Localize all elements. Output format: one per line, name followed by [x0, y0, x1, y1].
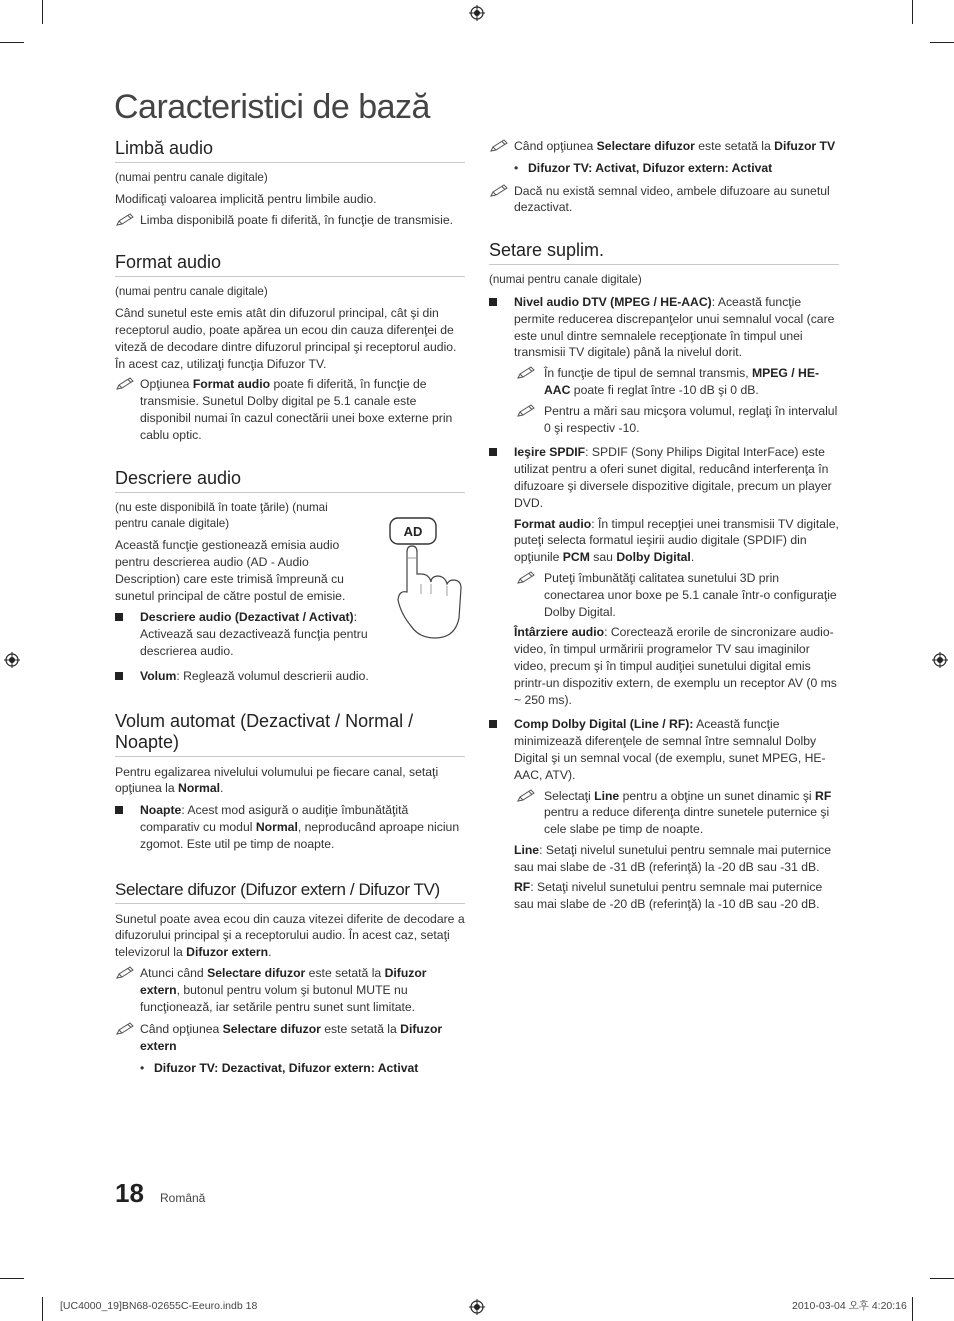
item-label: Descriere audio (Dezactivat / Activat): [140, 610, 354, 625]
detail-paragraph: [514, 624, 839, 708]
note-bold: Format audio: [192, 377, 271, 392]
detail-text: : În timpul recepţiei unei transmisii TV digitale, puteţi selecta formatul ieşirii audio digitale (SPDIF) din opţiunile: [514, 516, 839, 565]
pencil-note-icon: [115, 213, 137, 227]
crop-mark: [912, 0, 913, 24]
list-item: [115, 668, 465, 685]
body-text: [115, 911, 465, 961]
pencil-note-icon: [115, 966, 137, 980]
item-details: [489, 516, 839, 709]
note-text: Pentru a mări sau micşora volumul, reglaţi în intervalul 0 şi respectiv -10.: [544, 403, 838, 435]
body-text: Când sunetul este emis atât din difuzorul principal, cât şi din receptorul audio, poate apărea un ecou din cauza diferenţei de viteză de decodare dintre difuzorul principal şi receptorul audio. În acest caz, utilizaţi funcţia Difuzor TV.: [115, 306, 457, 371]
crop-mark: [912, 1297, 913, 1321]
body-text: Această funcţie gestionează emisia audio pentru descrierea audio (AD - Audio Description) care este trimisă împreună cu sunetul principal de către postul de emisie.: [115, 538, 346, 603]
section-setare-suplim: [489, 240, 839, 913]
detail-paragraph: [514, 842, 839, 876]
note-bold: RF: [815, 788, 832, 803]
list-item: [115, 609, 380, 659]
note-text: este setată la: [305, 965, 385, 980]
detail-text: .: [690, 550, 695, 565]
note-text: este setată la: [320, 1022, 401, 1037]
section-heading: Setare suplim.: [489, 240, 839, 265]
registration-mark-icon: [4, 652, 20, 668]
sub-notes: [489, 365, 839, 436]
bullet-text: Difuzor TV: Activat, Difuzor extern: Activat: [528, 160, 773, 175]
list-item: [489, 294, 839, 361]
footer-language: Română: [160, 1191, 206, 1205]
registration-mark-icon: [932, 652, 948, 668]
note-text: Dacă nu există semnal video, ambele difuzoare au sunetul dezactivat.: [514, 183, 830, 215]
detail-paragraph: [514, 879, 839, 913]
note-text: În funcţie de tipul de semnal transmis,: [544, 366, 752, 381]
section-selectare-difuzor: [115, 879, 465, 1077]
body-text: Modificaţi valoarea implicită pentru limbile audio.: [115, 191, 377, 206]
bullet-item: [514, 160, 839, 177]
note: [115, 376, 465, 443]
section-volum-automat: [115, 711, 465, 853]
crop-mark: [930, 42, 954, 43]
ad-remote-button-icon: [385, 514, 467, 642]
registration-mark-icon: [469, 5, 485, 21]
note-bold: Difuzor extern: [140, 1022, 443, 1054]
section-heading: Format audio: [115, 252, 465, 277]
bullet-item: [140, 1060, 465, 1077]
qualifier-text: (nu este disponibilă în toate ţările) (numai pentru canale digitale): [115, 500, 328, 531]
body-bold: Difuzor extern: [186, 945, 269, 960]
note: [489, 183, 839, 217]
body-text: [115, 764, 465, 798]
item-bold: Normal: [255, 819, 298, 834]
pencil-note-icon: [489, 139, 511, 153]
note-text: Selectaţi: [544, 788, 595, 803]
item-label: Nivel audio DTV (MPEG / HE-AAC): [514, 294, 712, 309]
square-bullet-icon: [489, 298, 497, 306]
detail-text: sau: [589, 550, 617, 565]
item-text: : Activează sau dezactivează funcţia pentru descrierea audio.: [140, 610, 368, 658]
section-limba-audio: [115, 138, 465, 228]
note-bold: Difuzor TV: [774, 139, 836, 153]
item-text: : Acest mod asigură o audiţie îmbunătăţită comparativ cu modul: [140, 803, 409, 834]
item-label: Comp Dolby Digital (Line / RF):: [514, 717, 694, 732]
detail-label: Întârziere audio: [514, 625, 605, 640]
detail-paragraph: [514, 516, 839, 566]
item-text: , neproducând aproape niciun zgomot. Este util pe timp de noapte.: [140, 819, 460, 851]
square-bullet-icon: [115, 613, 123, 621]
square-bullet-icon: [489, 720, 497, 728]
item-label: Noapte: [140, 803, 182, 818]
note-bold: Difuzor extern: [140, 965, 427, 997]
crop-mark: [42, 0, 43, 24]
page-title: Caracteristici de bază: [114, 88, 430, 126]
note-text: Când opţiunea: [514, 139, 597, 153]
section-descriere-audio: [115, 468, 465, 685]
print-slug-date: 2010-03-04 오후 4:20:16: [792, 1300, 907, 1312]
detail-bold: Dolby Digital: [616, 550, 691, 565]
left-column: [115, 138, 465, 1079]
section-heading: Descriere audio: [115, 468, 465, 493]
note-text: Când opţiunea: [140, 1022, 223, 1037]
detail-label: RF: [514, 880, 531, 895]
ad-button-label: AD: [403, 523, 423, 539]
pencil-note-icon: [115, 1022, 137, 1036]
note-bold: Selectare difuzor: [222, 1022, 321, 1037]
square-bullet-icon: [115, 806, 123, 814]
note: [115, 965, 465, 1015]
item-label: Volum: [140, 668, 177, 683]
note-text: poate fi diferită, în funcţie de transmisie. Sunetul Dolby digital pe 5.1 canale este disponibil numai în cazul conectării unei boxe externe prin cablu optic.: [140, 377, 453, 442]
note-text: poate fi reglat între -10 dB şi 0 dB.: [570, 382, 759, 397]
item-text: Această funcţie minimizează diferenţele de semnal între semnalul Dolby Digital şi un semnal vocal (de exemplu, sunet MPEG, HE-AAC, ATV).: [514, 717, 826, 782]
bullet-dot-icon: •: [140, 1060, 145, 1075]
note-bold: Selectare difuzor: [596, 139, 695, 153]
page-number: 18: [115, 1178, 144, 1208]
pencil-note-icon: [516, 571, 538, 585]
item-text: : Această funcţie permite reducerea discrepanţelor unui semnalul vocal (care este unul dintre semnalele recepţionate în timpul unei transmisii TV digitale) până la nivelul dorit.: [514, 294, 835, 360]
note-text: Atunci când: [140, 965, 208, 980]
section-heading: Selectare difuzor (Difuzor extern / Difuzor TV): [115, 879, 465, 904]
right-column: [489, 138, 839, 917]
note-text: pentru a reduce diferenţa dintre sunetele puternice şi cele slabe pe timp de noapte.: [544, 805, 830, 837]
qualifier-text: (numai pentru canale digitale): [489, 273, 642, 287]
note-bold: Selectare difuzor: [207, 965, 306, 980]
detail-text: : Corectează erorile de sincronizare audio-video, în timpul urmăririi programelor TV sau imaginilor video, precum şi în timpul audiţiei sunetului digital emis printr-un dispozitiv extern, de exemplu un receptor AV (0 ms ~ 250 ms).: [514, 625, 837, 707]
pencil-note-icon: [516, 366, 538, 380]
body-bold: Normal: [178, 781, 221, 796]
list-item: [115, 802, 465, 852]
section-selectare-difuzor-cont: [489, 138, 839, 216]
body-text-part: .: [220, 781, 224, 796]
item-text: : SPDIF (Sony Philips Digital InterFace) este utilizat pentru a oferi sunet digital, reducând interferenţa în difuzoare şi diversele dispozitive digitale, precum un player DVD.: [514, 445, 832, 510]
body-text-part: Pentru egalizarea nivelului volumului pe fiecare canal, setaţi opţiunea la: [115, 764, 439, 796]
note-text: Puteţi îmbunătăţi calitatea sunetului 3D prin conectarea unor boxe pe 5.1 canale într-o configuraţie Dolby Digital.: [544, 570, 837, 619]
square-bullet-icon: [489, 448, 497, 456]
item-text: : Reglează volumul descrierii audio.: [176, 668, 369, 683]
crop-mark: [42, 1297, 43, 1321]
note: [115, 1021, 465, 1055]
list-item: [489, 716, 839, 783]
note: [514, 788, 839, 838]
item-label: Ieşire SPDIF: [514, 445, 586, 460]
body-text-part: .: [268, 945, 272, 960]
note-text: Limba disponibilă poate fi diferită, în funcţie de transmisie.: [140, 212, 453, 227]
section-heading: Volum automat (Dezactivat / Normal / Noapte): [115, 711, 465, 757]
pencil-note-icon: [489, 184, 511, 198]
detail-bold: PCM: [562, 550, 590, 565]
section-heading: Limbă audio: [115, 138, 465, 163]
note-bold: MPEG / HE-AAC: [544, 366, 820, 397]
detail-text: : Setaţi nivelul sunetului pentru semnale mai puternice sau mai slabe de -20 dB (referinţă) la -10 dB sau -20 dB.: [514, 880, 823, 912]
descriere-audio-body: [115, 500, 465, 605]
detail-label: Format audio: [514, 516, 592, 531]
qualifier-text: (numai pentru canale digitale): [115, 285, 268, 299]
note-bold: Line: [594, 788, 620, 803]
item-details: [489, 788, 839, 914]
note: [115, 212, 465, 229]
detail-label: Line: [514, 842, 540, 857]
pencil-note-icon: [516, 789, 538, 803]
note-text: pentru a obţine un sunet dinamic şi: [619, 788, 816, 803]
body-text-part: Sunetul poate avea ecou din cauza vitezei diferite de decodare a difuzorului principal şi a receptorului audio. În acest caz, setaţi televizorul la: [115, 911, 465, 960]
bullet-dot-icon: •: [514, 160, 519, 175]
note: [514, 403, 839, 437]
registration-mark-icon: [469, 1299, 485, 1315]
pencil-note-icon: [516, 404, 538, 418]
qualifier-text: (numai pentru canale digitale): [115, 171, 268, 184]
list-item: [489, 444, 839, 511]
note: [514, 365, 839, 399]
bullet-text: Difuzor TV: Dezactivat, Difuzor extern: Activat: [154, 1060, 419, 1075]
crop-mark: [0, 1278, 24, 1279]
note: [514, 570, 839, 620]
pencil-note-icon: [115, 377, 137, 391]
note-text: este setată la: [694, 139, 775, 153]
crop-mark: [0, 42, 24, 43]
note-text: , butonul pentru volum şi butonul MUTE nu funcţionează, iar setările pentru sunet sunt limitate.: [140, 982, 416, 1014]
print-slug-file: [UC4000_19]BN68-02655C-Eeuro.indb 18: [60, 1300, 258, 1312]
section-format-audio: [115, 252, 465, 443]
detail-text: : Setaţi nivelul sunetului pentru semnale mai puternice sau mai slabe de -31 dB (referinţă) la -20 dB sau -31 dB.: [514, 842, 832, 874]
note-text: Opţiunea: [140, 377, 193, 392]
square-bullet-icon: [115, 672, 123, 680]
crop-mark: [930, 1278, 954, 1279]
note: [489, 138, 839, 155]
